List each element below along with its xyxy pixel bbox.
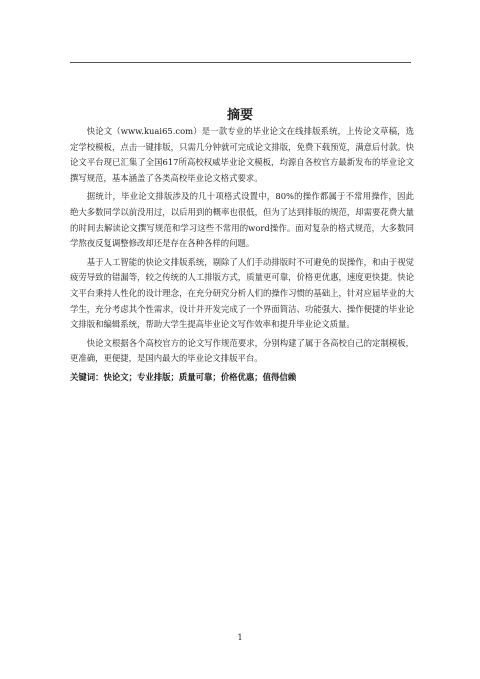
paragraph-3: 基于人工智能的快论文排版系统，剔除了人们手动排版时不可避免的误操作，和由于视觉疲劳导致的错漏等，较之传统的人工排版方式，质量更可靠，价格更优惠，速度更快捷。快论文平台秉持人性化的设计理念，在充分研究分析人们的操作习惯的基础上，针对应届毕业的大学生，充分考虑其个性需求，设计并开发完成了一个界面简洁、功能强大、操作便捷的毕业论文排版和编辑系统，帮助大学生提高毕业论文写作效率和提升毕业论文质量。: [70, 256, 414, 330]
header-rule: [70, 62, 411, 63]
abstract-title: 摘要: [226, 108, 253, 123]
abstract-body: [70, 124, 414, 386]
paragraph-4: 快论文根据各个高校官方的论文写作规范要求，分别构建了属于各高校自己的定制模板，更准确，更便捷，是国内最大的毕业论文排版平台。: [70, 337, 414, 364]
paragraph-2: 据统计，毕业论文排版涉及的几十项格式设置中，80%的操作都属于不常用操作，因此绝大多数同学以前没用过，以后用到的概率也很低，但为了达到排版的规范，却需要花费大量的时间去解读论文撰写规范和学习这些不常用的word操作。面对复杂的格式规范，大多数同学熬夜反复调整修改却还是存在各种各样的问题。: [70, 191, 414, 249]
paragraph-1: 快论文（www.kuai65.com）是一款专业的毕业论文在线排版系统，上传论文草稿，选定学校模板，点击一键排版，只需几分钟就可完成论文排版，免费下载预览，满意后付款。快论文平台现已汇集了全国617所高校权威毕业论文模板，均源自各校官方最新发布的毕业论文撰写规范，基本涵盖了各类高校毕业论文格式要求。: [70, 126, 414, 183]
keywords-line: 关键词：快论文；专业排版；质量可靠；价格优惠；值得信赖: [70, 371, 297, 382]
page-number: 1: [237, 633, 243, 642]
